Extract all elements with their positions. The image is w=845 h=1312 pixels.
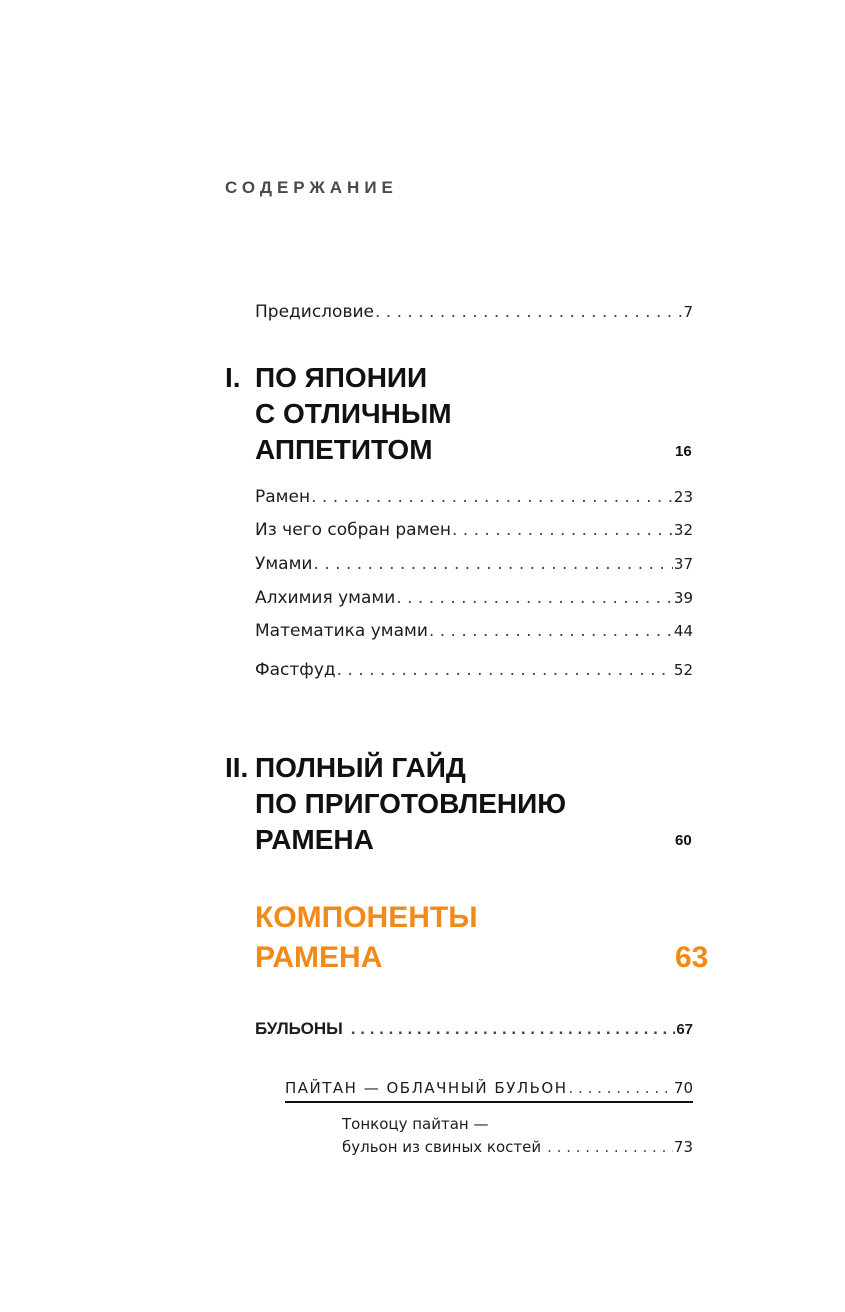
toc-entry-label: бульон из свиных костей [342,1138,542,1156]
toc-entry-label: БУЛЬОНЫ [255,1019,343,1038]
dot-leader [337,660,673,680]
toc-entry-broths[interactable] [255,1019,693,1040]
components-title-line: КОМПОНЕНТЫ [255,901,478,934]
dot-leader [375,302,682,322]
part-1-page: 16 [675,443,692,460]
toc-entry-label: Умами [255,554,313,574]
toc-entry[interactable] [255,588,693,608]
dot-leader [547,1137,673,1157]
dot-leader [452,520,673,540]
components-title-line: РАМЕНА [255,941,383,974]
toc-entry-label: Рамен [255,487,311,507]
part-title-line: ПО ПРИГОТОВЛЕНИЮ [255,788,567,819]
part-title-line: С ОТЛИЧНЫМ [255,398,452,429]
toc-entry-label: ПАЙТАН — ОБЛАЧНЫЙ БУЛЬОН [285,1079,568,1097]
toc-entry-page: 37 [673,555,693,573]
toc-entry[interactable] [255,660,693,680]
toc-entry-page: 7 [683,303,693,321]
toc-entry-paitan[interactable] [285,1078,693,1098]
part-2-page: 60 [675,832,692,849]
components-page: 63 [675,941,709,974]
part-title-line: АППЕТИТОМ [255,434,433,465]
toc-entry-label: Алхимия умами [255,588,396,608]
toc-entry-page: 39 [673,589,693,607]
components-title[interactable] [255,898,478,978]
toc-entry-label: Из чего собран рамен [255,520,451,540]
dot-leader [396,588,673,608]
toc-entry-page: 70 [673,1079,693,1097]
toc-entry[interactable] [255,487,693,507]
dot-leader [569,1078,673,1098]
toc-entry-page: 67 [676,1021,693,1038]
toc-entry-label: Предисловие [255,302,374,322]
dot-leader [351,1019,676,1039]
dot-leader [311,487,673,507]
toc-entry-page: 44 [673,622,693,640]
part-title-line: РАМЕНА [255,824,374,855]
toc-entry-page: 32 [673,521,693,539]
toc-heading: СОДЕРЖАНИЕ [225,178,398,197]
toc-entry-label: Фастфуд [255,660,336,680]
dot-leader [313,554,672,574]
toc-entry-page: 73 [673,1138,693,1156]
part-title-line: ПО ЯПОНИИ [255,362,428,393]
toc-entry-tonkotsu[interactable] [342,1137,693,1157]
part-title-line: ПОЛНЫЙ ГАЙД [255,752,466,783]
toc-subentry-line: Тонкоцу пайтан — [342,1115,489,1133]
toc-entry-preface[interactable] [255,302,693,322]
section-underline [285,1101,693,1103]
toc-entry-page: 23 [673,488,693,506]
toc-entry[interactable] [255,520,693,540]
toc-entry[interactable] [255,621,693,641]
dot-leader [429,621,673,641]
toc-entry[interactable] [255,554,693,574]
toc-entry-label: Математика умами [255,621,428,641]
part-numeral: II. [225,752,249,783]
toc-entry-page: 52 [673,661,693,679]
part-numeral: I. [225,362,241,393]
